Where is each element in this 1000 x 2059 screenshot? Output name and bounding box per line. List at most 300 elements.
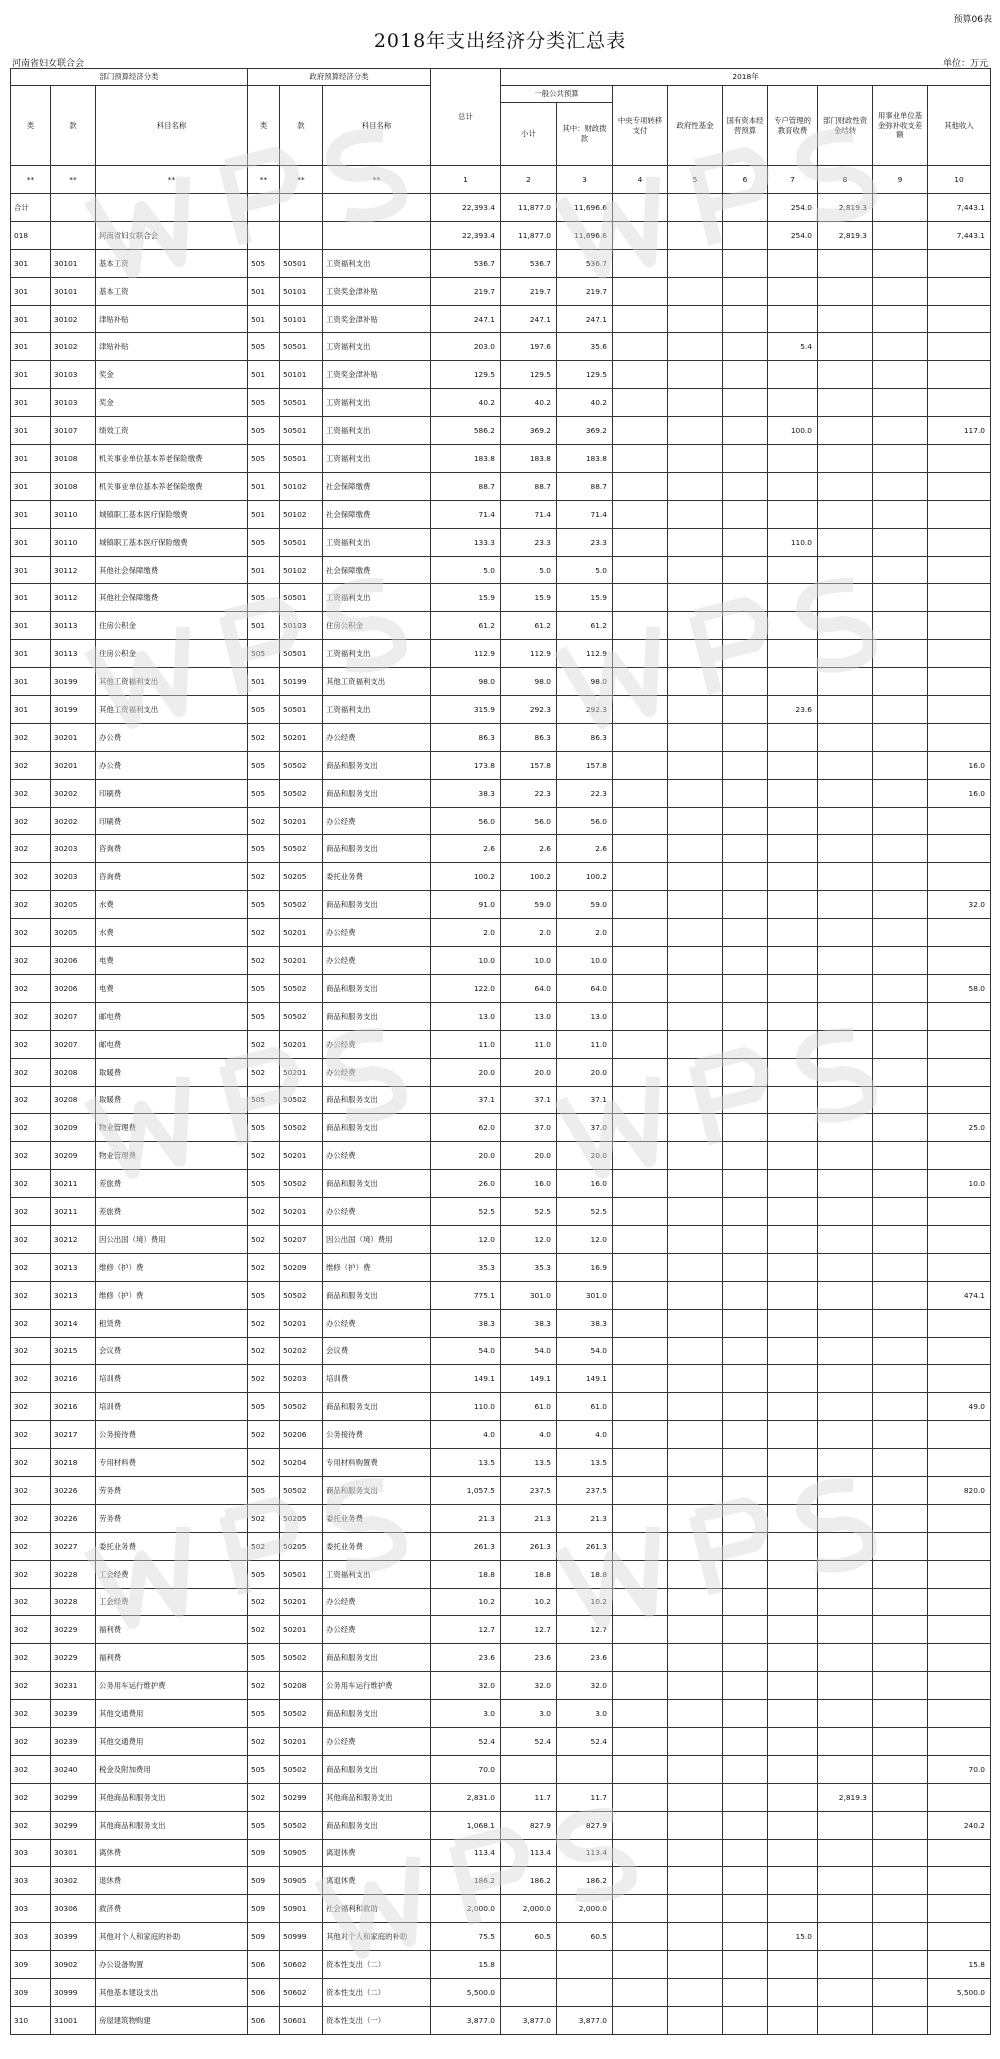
cell-edu-fee (768, 1393, 818, 1421)
cell-state-capital (723, 1727, 768, 1755)
cell-kuan: 30218 (51, 1449, 96, 1477)
cell-fiscal: 61.2 (557, 612, 613, 640)
cell-subject: 公务接待费 (96, 1421, 248, 1449)
cell-state-capital (723, 947, 768, 975)
cell-gov-lei: 502 (248, 1225, 280, 1253)
cell-subtotal: 20.0 (501, 1058, 557, 1086)
cell-subject: 其他社会保障缴费 (96, 584, 248, 612)
cell-other-income (928, 1225, 991, 1253)
cell-fund (668, 389, 723, 417)
cell-carryover (818, 807, 873, 835)
table-row (11, 1058, 991, 1086)
cell-gov-kuan: 50501 (280, 389, 323, 417)
cell-other-income (928, 1421, 991, 1449)
cell-edu-fee (768, 891, 818, 919)
cell-subject: 咨询费 (96, 835, 248, 863)
cell-transfer (613, 1198, 668, 1226)
year-header: 2018年 (501, 69, 991, 86)
cell-fiscal: 15.9 (557, 584, 613, 612)
cell-transfer (613, 640, 668, 668)
cell-kuan: 30206 (51, 947, 96, 975)
cell-fund (668, 1644, 723, 1672)
cell-gov-lei: 501 (248, 612, 280, 640)
cell-transfer (613, 1839, 668, 1867)
cell-transfer (613, 584, 668, 612)
cell-fiscal: 86.3 (557, 723, 613, 751)
cell-other-income: 49.0 (928, 1393, 991, 1421)
cell-fund (668, 556, 723, 584)
cell-state-capital (723, 751, 768, 779)
cell-gov-kuan: 50502 (280, 1644, 323, 1672)
cell-subject: 其他交通费用 (96, 1727, 248, 1755)
cell-edu-fee (768, 1616, 818, 1644)
cell-subject: 退休费 (96, 1867, 248, 1895)
cell-total: 12.7 (431, 1616, 501, 1644)
cell-gov-lei (248, 194, 280, 222)
cell-total: 38.3 (431, 1309, 501, 1337)
cell-subtotal: 23.6 (501, 1644, 557, 1672)
cell-gov-kuan: 50299 (280, 1783, 323, 1811)
cell-state-capital (723, 1421, 768, 1449)
cell-carryover (818, 1951, 873, 1979)
cell-fiscal: 237.5 (557, 1476, 613, 1504)
cell-gov-lei: 501 (248, 361, 280, 389)
cell-gov-lei: 502 (248, 1783, 280, 1811)
cell-kuan: 30213 (51, 1253, 96, 1281)
dept-lei-header: 类 (11, 86, 51, 166)
cell-state-capital (723, 1783, 768, 1811)
cell-subject: 咨询费 (96, 863, 248, 891)
cell-carryover (818, 751, 873, 779)
cell-subtotal: 15.9 (501, 584, 557, 612)
cell-gov-subject: 委托业务费 (323, 1532, 431, 1560)
cell-edu-fee (768, 751, 818, 779)
cell-kuan: 30228 (51, 1588, 96, 1616)
cell-lei: 310 (11, 2006, 51, 2034)
cell-state-capital (723, 668, 768, 696)
cell-total: 71.4 (431, 500, 501, 528)
table-row (11, 1449, 991, 1477)
cell-unit-fund (873, 668, 928, 696)
cell-carryover (818, 1979, 873, 2007)
cell-transfer (613, 1114, 668, 1142)
cell-gov-subject: 办公经费 (323, 947, 431, 975)
cell-gov-lei: 505 (248, 528, 280, 556)
cell-gov-subject: 离退休费 (323, 1839, 431, 1867)
cell-fund (668, 1142, 723, 1170)
cell-fiscal: 113.4 (557, 1839, 613, 1867)
cell-edu-fee (768, 1727, 818, 1755)
cell-edu-fee: 254.0 (768, 194, 818, 222)
cell-gov-kuan: 50502 (280, 974, 323, 1002)
table-row (11, 1616, 991, 1644)
cell-other-income (928, 1030, 991, 1058)
cell-gov-kuan: 50201 (280, 919, 323, 947)
cell-other-income: 32.0 (928, 891, 991, 919)
cell-carryover (818, 974, 873, 1002)
cell-carryover (818, 1309, 873, 1337)
cell-subtotal: 100.2 (501, 863, 557, 891)
cell-kuan: 30103 (51, 389, 96, 417)
cell-carryover (818, 556, 873, 584)
cell-fund (668, 1755, 723, 1783)
cell-total: 86.3 (431, 723, 501, 751)
cell-kuan: 31001 (51, 2006, 96, 2034)
cell-other-income (928, 1644, 991, 1672)
cell-gov-subject: 商品和服务支出 (323, 1644, 431, 1672)
cell-other-income: 15.8 (928, 1951, 991, 1979)
mark-cell: ** (280, 166, 323, 194)
cell-transfer (613, 1867, 668, 1895)
cell-transfer (613, 1253, 668, 1281)
cell-fiscal: 13.5 (557, 1449, 613, 1477)
cell-gov-kuan: 50201 (280, 1058, 323, 1086)
cell-carryover (818, 919, 873, 947)
cell-state-capital (723, 1086, 768, 1114)
cell-fund (668, 249, 723, 277)
cell-total: 110.0 (431, 1393, 501, 1421)
cell-gov-subject: 公务用车运行维护费 (323, 1672, 431, 1700)
cell-lei: 302 (11, 1700, 51, 1728)
cell-carryover (818, 863, 873, 891)
cell-transfer (613, 1951, 668, 1979)
cell-gov-lei: 502 (248, 863, 280, 891)
cell-transfer (613, 723, 668, 751)
cell-gov-lei: 502 (248, 1058, 280, 1086)
col-number: 10 (928, 166, 991, 194)
cell-fiscal: 10.2 (557, 1588, 613, 1616)
cell-transfer (613, 751, 668, 779)
cell-unit-fund (873, 1895, 928, 1923)
cell-gov-lei: 505 (248, 333, 280, 361)
cell-kuan: 30240 (51, 1755, 96, 1783)
cell-gov-lei: 502 (248, 1421, 280, 1449)
cell-kuan: 30102 (51, 333, 96, 361)
cell-total: 61.2 (431, 612, 501, 640)
cell-total: 20.0 (431, 1058, 501, 1086)
cell-gov-subject: 工资福利支出 (323, 528, 431, 556)
cell-transfer (613, 1672, 668, 1700)
cell-fiscal: 100.2 (557, 863, 613, 891)
cell-other-income (928, 1672, 991, 1700)
cell-edu-fee (768, 445, 818, 473)
cell-subtotal: 186.2 (501, 1867, 557, 1895)
cell-fund (668, 947, 723, 975)
cell-state-capital (723, 723, 768, 751)
cell-lei: 018 (11, 221, 51, 249)
cell-other-income (928, 1727, 991, 1755)
cell-other-income (928, 1253, 991, 1281)
cell-subject: 电费 (96, 974, 248, 1002)
cell-lei: 302 (11, 1616, 51, 1644)
cell-kuan: 30205 (51, 891, 96, 919)
cell-subtotal: 237.5 (501, 1476, 557, 1504)
cell-fund (668, 1365, 723, 1393)
cell-unit-fund (873, 1281, 928, 1309)
cell-transfer (613, 1895, 668, 1923)
cell-gov-lei: 502 (248, 1449, 280, 1477)
cell-edu-fee (768, 1225, 818, 1253)
cell-other-income (928, 1560, 991, 1588)
summary-row (11, 221, 991, 249)
cell-gov-subject: 商品和服务支出 (323, 1281, 431, 1309)
general-budget-header: 一般公共预算 (501, 86, 613, 103)
cell-total: 536.7 (431, 249, 501, 277)
dept-group-header: 部门预算经济分类 (11, 69, 248, 86)
cell-other-income (928, 1867, 991, 1895)
cell-gov-subject: 商品和服务支出 (323, 1755, 431, 1783)
cell-transfer (613, 1086, 668, 1114)
cell-transfer (613, 696, 668, 724)
cell-unit-fund (873, 891, 928, 919)
cell-subtotal: 183.8 (501, 445, 557, 473)
cell-edu-fee (768, 1644, 818, 1672)
cell-gov-subject: 资本性支出（一） (323, 2006, 431, 2034)
cell-other-income (928, 556, 991, 584)
cell-fund (668, 1783, 723, 1811)
cell-kuan: 30101 (51, 249, 96, 277)
cell-edu-fee (768, 389, 818, 417)
table-row (11, 2006, 991, 2034)
cell-carryover (818, 1365, 873, 1393)
expenditure-table (10, 68, 991, 2035)
cell-fiscal: 61.0 (557, 1393, 613, 1421)
cell-carryover (818, 361, 873, 389)
unit-label: 单位：万元 (942, 59, 988, 69)
cell-gov-kuan: 50199 (280, 668, 323, 696)
cell-lei: 302 (11, 1504, 51, 1532)
col-header-transfer: 中央专项转移支付 (613, 86, 668, 166)
cell-unit-fund (873, 305, 928, 333)
cell-subtotal: 2.6 (501, 835, 557, 863)
cell-transfer (613, 1644, 668, 1672)
table-row (11, 835, 991, 863)
cell-edu-fee (768, 779, 818, 807)
cell-gov-subject: 专用材料购置费 (323, 1449, 431, 1477)
cell-gov-subject: 商品和服务支出 (323, 779, 431, 807)
cell-subtotal: 11.7 (501, 1783, 557, 1811)
cell-fiscal: 11.0 (557, 1030, 613, 1058)
cell-state-capital (723, 361, 768, 389)
mark-cell: ** (323, 166, 431, 194)
cell-unit-fund (873, 1114, 928, 1142)
cell-unit-fund (873, 612, 928, 640)
cell-gov-subject: 商品和服务支出 (323, 974, 431, 1002)
cell-gov-kuan: 50201 (280, 1198, 323, 1226)
table-row (11, 1002, 991, 1030)
cell-fund (668, 1504, 723, 1532)
cell-edu-fee (768, 1867, 818, 1895)
cell-fiscal: 38.3 (557, 1309, 613, 1337)
table-row (11, 807, 991, 835)
cell-fund (668, 891, 723, 919)
table-row (11, 1672, 991, 1700)
cell-gov-kuan: 50501 (280, 249, 323, 277)
cell-lei: 301 (11, 584, 51, 612)
cell-fiscal (557, 1979, 613, 2007)
cell-carryover (818, 1114, 873, 1142)
cell-unit-fund (873, 723, 928, 751)
cell-kuan: 30216 (51, 1393, 96, 1421)
cell-state-capital (723, 1253, 768, 1281)
cell-edu-fee (768, 1811, 818, 1839)
cell-kuan: 30112 (51, 556, 96, 584)
table-row (11, 1560, 991, 1588)
cell-gov-lei: 505 (248, 389, 280, 417)
cell-subtotal: 71.4 (501, 500, 557, 528)
cell-fund (668, 1811, 723, 1839)
cell-carryover (818, 1644, 873, 1672)
cell-gov-kuan: 50502 (280, 1393, 323, 1421)
cell-fiscal: 71.4 (557, 500, 613, 528)
cell-subtotal: 292.3 (501, 696, 557, 724)
cell-edu-fee (768, 584, 818, 612)
cell-edu-fee (768, 1560, 818, 1588)
cell-gov-lei: 502 (248, 919, 280, 947)
cell-fiscal: 2.0 (557, 919, 613, 947)
cell-subtotal: 2,000.0 (501, 1895, 557, 1923)
cell-subtotal: 18.8 (501, 1560, 557, 1588)
cell-subject: 其他社会保障缴费 (96, 556, 248, 584)
gov-subject-header: 科目名称 (323, 86, 431, 166)
table-row (11, 305, 991, 333)
table-row (11, 1755, 991, 1783)
table-row (11, 696, 991, 724)
table-row (11, 863, 991, 891)
cell-edu-fee: 110.0 (768, 528, 818, 556)
cell-total: 4.0 (431, 1421, 501, 1449)
cell-lei: 302 (11, 1449, 51, 1477)
cell-transfer (613, 1755, 668, 1783)
cell-subtotal: 369.2 (501, 417, 557, 445)
cell-kuan: 30301 (51, 1839, 96, 1867)
table-row (11, 1532, 991, 1560)
mark-cell: ** (96, 166, 248, 194)
cell-lei: 303 (11, 1839, 51, 1867)
cell-edu-fee (768, 723, 818, 751)
cell-carryover: 2,819.3 (818, 1783, 873, 1811)
cell-gov-kuan: 50201 (280, 1727, 323, 1755)
cell-edu-fee (768, 1309, 818, 1337)
cell-fund (668, 1393, 723, 1421)
cell-gov-kuan: 50901 (280, 1895, 323, 1923)
gov-lei-header: 类 (248, 86, 280, 166)
cell-carryover (818, 1421, 873, 1449)
cell-fund (668, 1895, 723, 1923)
cell-subject: 其他对个人和家庭的补助 (96, 1923, 248, 1951)
cell-gov-lei: 509 (248, 1923, 280, 1951)
cell-other-income (928, 1337, 991, 1365)
cell-carryover (818, 1393, 873, 1421)
table-row (11, 947, 991, 975)
cell-state-capital (723, 1951, 768, 1979)
cell-other-income: 117.0 (928, 417, 991, 445)
cell-subject: 物业管理费 (96, 1142, 248, 1170)
cell-edu-fee (768, 1030, 818, 1058)
cell-fiscal: 112.9 (557, 640, 613, 668)
cell-gov-subject: 工资奖金津补贴 (323, 277, 431, 305)
cell-gov-subject: 住房公积金 (323, 612, 431, 640)
table-row (11, 1114, 991, 1142)
cell-gov-subject: 会议费 (323, 1337, 431, 1365)
cell-unit-fund (873, 1839, 928, 1867)
cell-kuan: 30299 (51, 1811, 96, 1839)
cell-transfer (613, 221, 668, 249)
cell-subtotal: 13.5 (501, 1449, 557, 1477)
cell-gov-lei: 501 (248, 277, 280, 305)
cell-subject: 公务用车运行维护费 (96, 1672, 248, 1700)
cell-transfer (613, 528, 668, 556)
cell-gov-kuan: 50201 (280, 1616, 323, 1644)
cell-fund (668, 1476, 723, 1504)
cell-gov-kuan: 50201 (280, 1588, 323, 1616)
cell-state-capital (723, 1588, 768, 1616)
cell-total: 149.1 (431, 1365, 501, 1393)
cell-gov-lei: 501 (248, 305, 280, 333)
cell-subtotal: 86.3 (501, 723, 557, 751)
cell-fund (668, 584, 723, 612)
cell-unit-fund (873, 1867, 928, 1895)
cell-other-income: 16.0 (928, 751, 991, 779)
cell-subject: 办公费 (96, 751, 248, 779)
cell-fiscal: 21.3 (557, 1504, 613, 1532)
cell-subtotal: 64.0 (501, 974, 557, 1002)
table-row (11, 1783, 991, 1811)
cell-transfer (613, 1142, 668, 1170)
cell-gov-lei: 505 (248, 584, 280, 612)
cell-unit-fund (873, 277, 928, 305)
cell-subtotal: 3,877.0 (501, 2006, 557, 2034)
cell-gov-kuan: 50206 (280, 1421, 323, 1449)
cell-other-income (928, 612, 991, 640)
cell-unit-fund (873, 1086, 928, 1114)
cell-transfer (613, 277, 668, 305)
cell-lei: 301 (11, 472, 51, 500)
cell-lei: 302 (11, 1644, 51, 1672)
cell-gov-kuan: 50201 (280, 1309, 323, 1337)
cell-carryover (818, 1588, 873, 1616)
col-header-other-income: 其他收入 (928, 86, 991, 166)
cell-transfer (613, 1225, 668, 1253)
cell-carryover (818, 1532, 873, 1560)
cell-lei: 302 (11, 1393, 51, 1421)
cell-lei: 302 (11, 1198, 51, 1226)
cell-fiscal: 88.7 (557, 472, 613, 500)
cell-fund (668, 361, 723, 389)
cell-kuan: 30202 (51, 807, 96, 835)
cell-fund (668, 1030, 723, 1058)
cell-lei: 301 (11, 277, 51, 305)
cell-transfer (613, 1783, 668, 1811)
cell-transfer (613, 1002, 668, 1030)
cell-gov-kuan: 50502 (280, 835, 323, 863)
cell-subtotal: 112.9 (501, 640, 557, 668)
cell-other-income: 240.2 (928, 1811, 991, 1839)
cell-gov-kuan: 50502 (280, 1114, 323, 1142)
cell-other-income (928, 277, 991, 305)
table-row (11, 1365, 991, 1393)
cell-fund (668, 277, 723, 305)
cell-unit-fund (873, 835, 928, 863)
cell-unit-fund (873, 500, 928, 528)
cell-subject: 离休费 (96, 1839, 248, 1867)
cell-state-capital (723, 807, 768, 835)
cell-subtotal: 59.0 (501, 891, 557, 919)
cell-unit-fund (873, 249, 928, 277)
cell-kuan: 30302 (51, 1867, 96, 1895)
cell-unit-fund (873, 1198, 928, 1226)
cell-subtotal: 88.7 (501, 472, 557, 500)
